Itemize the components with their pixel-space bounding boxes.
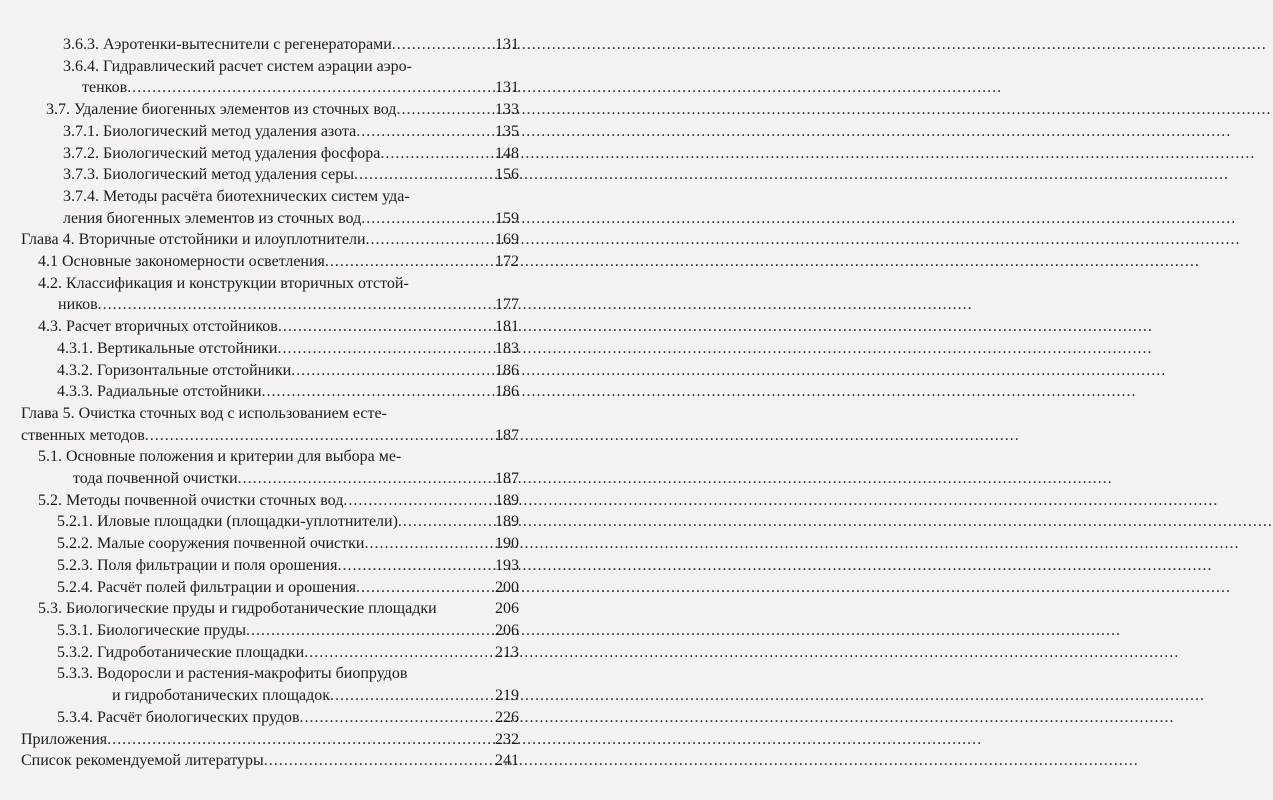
dot-leader bbox=[330, 685, 491, 707]
toc-page-number: 181 bbox=[495, 318, 519, 336]
toc-page-number: 169 bbox=[495, 231, 519, 249]
dot-leader bbox=[246, 620, 491, 642]
toc-page-number: 206 bbox=[495, 621, 519, 639]
toc-page-number: 133 bbox=[495, 101, 519, 119]
toc-page-number: 232 bbox=[495, 730, 519, 748]
dot-leader bbox=[343, 490, 491, 512]
dot-leader bbox=[354, 164, 491, 186]
toc-entry-title: 4.3.2. Горизонтальные отстойники bbox=[57, 361, 292, 379]
toc-page-number: 189 bbox=[495, 513, 519, 531]
toc-entry[interactable] bbox=[0, 164, 553, 186]
toc-page-number: 177 bbox=[495, 296, 519, 314]
toc-entry-title: и гидроботанических площадок bbox=[112, 687, 331, 705]
toc-entry[interactable] bbox=[0, 620, 553, 642]
dot-leader bbox=[325, 251, 491, 273]
toc-entry[interactable] bbox=[0, 121, 553, 143]
toc-page-number: 241 bbox=[495, 752, 519, 770]
dot-leader bbox=[98, 294, 491, 316]
dot-leader bbox=[361, 208, 491, 230]
dot-leader bbox=[107, 729, 491, 751]
toc-entry-title: 4.3.1. Вертикальные отстойники bbox=[57, 339, 278, 357]
toc-page-number: 186 bbox=[495, 383, 519, 401]
toc-entry-title: 5.2.1. Иловые площадки (площадки-уплотнители) bbox=[57, 513, 398, 531]
table-of-contents bbox=[0, 34, 553, 772]
toc-page-number: 187 bbox=[495, 470, 519, 488]
dot-leader bbox=[262, 381, 491, 403]
toc-entry[interactable] bbox=[0, 598, 553, 620]
toc-entry[interactable] bbox=[0, 381, 553, 403]
dot-leader bbox=[145, 425, 491, 447]
toc-entry[interactable] bbox=[0, 338, 553, 360]
toc-page-number: 148 bbox=[495, 144, 519, 162]
dot-leader bbox=[264, 750, 491, 772]
toc-page-number: 183 bbox=[495, 339, 519, 357]
toc-entry-title: ников bbox=[58, 296, 98, 314]
toc-entry[interactable] bbox=[0, 186, 553, 229]
toc-entry-title: 3.7.4. Методы расчёта биотехнических систем уда- bbox=[63, 187, 410, 205]
toc-entry[interactable] bbox=[0, 707, 553, 729]
toc-page-number: 219 bbox=[495, 687, 519, 705]
toc-page-number: 159 bbox=[495, 209, 519, 227]
toc-entry[interactable] bbox=[0, 729, 553, 751]
dot-leader bbox=[398, 511, 491, 533]
dot-leader bbox=[392, 34, 491, 56]
toc-page-number: 200 bbox=[495, 578, 519, 596]
toc-entry[interactable] bbox=[0, 446, 553, 489]
toc-page-number: 156 bbox=[495, 166, 519, 184]
book-page bbox=[0, 0, 553, 800]
toc-page-number: 186 bbox=[495, 361, 519, 379]
toc-entry[interactable] bbox=[0, 750, 553, 772]
toc-entry-title: 4.2. Классификация и конструкции вторичных отстой- bbox=[38, 274, 409, 292]
dot-leader bbox=[304, 642, 491, 664]
toc-entry-title: 5.2.3. Поля фильтрации и поля орошения bbox=[57, 556, 338, 574]
toc-entry-title: Список рекомендуемой литературы bbox=[21, 752, 264, 770]
toc-entry[interactable] bbox=[0, 99, 553, 121]
toc-page-number: 226 bbox=[495, 708, 519, 726]
toc-entry-title: 3.7. Удаление биогенных элементов из сточных вод bbox=[46, 101, 397, 119]
toc-entry-title: 4.3. Расчет вторичных отстойников bbox=[38, 318, 278, 336]
toc-entry[interactable] bbox=[0, 34, 553, 56]
toc-entry-title: Глава 4. Вторичные отстойники и илоуплотнители bbox=[21, 231, 366, 249]
toc-entry-title: 3.6.4. Гидравлический расчет систем аэрации аэро- bbox=[63, 57, 412, 75]
toc-entry[interactable] bbox=[0, 273, 553, 316]
toc-entry-title: 5.3. Биологические пруды и гидроботанические площадки bbox=[38, 600, 437, 618]
toc-entry-title: 4.1 Основные закономерности осветления bbox=[38, 253, 325, 271]
dot-leader bbox=[337, 555, 491, 577]
toc-entry[interactable] bbox=[0, 555, 553, 577]
toc-entry-title: 5.3.3. Водоросли и растения-макрофиты биопрудов bbox=[57, 665, 408, 683]
toc-entry-title: тода почвенной очистки bbox=[73, 470, 238, 488]
toc-entry-title: 3.7.2. Биологический метод удаления фосфора bbox=[63, 144, 381, 162]
toc-entry[interactable] bbox=[0, 403, 553, 446]
toc-entry-title: 5.2.2. Малые сооружения почвенной очистки bbox=[57, 535, 365, 553]
toc-entry[interactable] bbox=[0, 56, 553, 99]
toc-page-number: 189 bbox=[495, 491, 519, 509]
toc-entry-title: 5.2.4. Расчёт полей фильтрации и орошения bbox=[57, 578, 356, 596]
dot-leader bbox=[356, 577, 491, 599]
toc-entry-title: 3.7.3. Биологический метод удаления серы bbox=[63, 166, 354, 184]
toc-entry-title: 3.6.3. Аэротенки-вытеснители с регенераторами bbox=[63, 36, 392, 53]
dot-leader bbox=[238, 468, 491, 490]
toc-entry-title: тенков bbox=[82, 79, 128, 97]
toc-page-number: 172 bbox=[495, 253, 519, 271]
toc-page-number: 213 bbox=[495, 643, 519, 661]
toc-entry-title: 5.2. Методы почвенной очистки сточных вод bbox=[38, 491, 344, 509]
toc-entry-title: Приложения bbox=[21, 730, 108, 748]
dot-leader bbox=[127, 77, 491, 99]
toc-entry[interactable] bbox=[0, 490, 553, 512]
dot-leader bbox=[396, 99, 491, 121]
toc-entry-title: Глава 5. Очистка сточных вод с использованием есте- bbox=[21, 404, 387, 422]
toc-entry-title: 5.3.4. Расчёт биологических прудов bbox=[57, 708, 300, 726]
dot-leader bbox=[300, 707, 491, 729]
toc-entry[interactable] bbox=[0, 251, 553, 273]
toc-entry-title: 5.3.2. Гидроботанические площадки bbox=[57, 643, 305, 661]
toc-entry-title: ления биогенных элементов из сточных вод bbox=[63, 209, 362, 227]
toc-page-number: 206 bbox=[495, 600, 519, 618]
toc-page-number: 193 bbox=[495, 556, 519, 574]
toc-entry[interactable] bbox=[0, 511, 553, 533]
toc-entry[interactable] bbox=[0, 663, 553, 706]
toc-entry-title: 5.3.1. Биологические пруды bbox=[57, 621, 246, 639]
toc-entry[interactable] bbox=[0, 360, 553, 382]
toc-page-number: 187 bbox=[495, 426, 519, 444]
toc-entry-title: 3.7.1. Биологический метод удаления азота bbox=[63, 122, 357, 140]
dot-leader bbox=[364, 533, 491, 555]
toc-entry-title: 5.1. Основные положения и критерии для выбора ме- bbox=[38, 448, 402, 466]
dot-leader bbox=[277, 338, 491, 360]
toc-entry[interactable] bbox=[0, 143, 553, 165]
dot-leader bbox=[366, 229, 491, 251]
toc-entry[interactable] bbox=[0, 316, 553, 338]
dot-leader bbox=[380, 143, 491, 165]
toc-entry[interactable] bbox=[0, 577, 553, 599]
dot-leader bbox=[291, 360, 491, 382]
toc-page-number: 135 bbox=[495, 122, 519, 140]
toc-page-number: 131 bbox=[495, 36, 519, 53]
toc-entry[interactable] bbox=[0, 642, 553, 664]
dot-leader bbox=[278, 316, 491, 338]
toc-page-number: 131 bbox=[495, 79, 519, 97]
toc-page-number: 190 bbox=[495, 535, 519, 553]
toc-entry[interactable] bbox=[0, 229, 553, 251]
toc-entry-title: 4.3.3. Радиальные отстойники bbox=[57, 383, 262, 401]
toc-entry-title: ственных методов bbox=[21, 426, 145, 444]
toc-entry[interactable] bbox=[0, 533, 553, 555]
dot-leader bbox=[356, 121, 491, 143]
